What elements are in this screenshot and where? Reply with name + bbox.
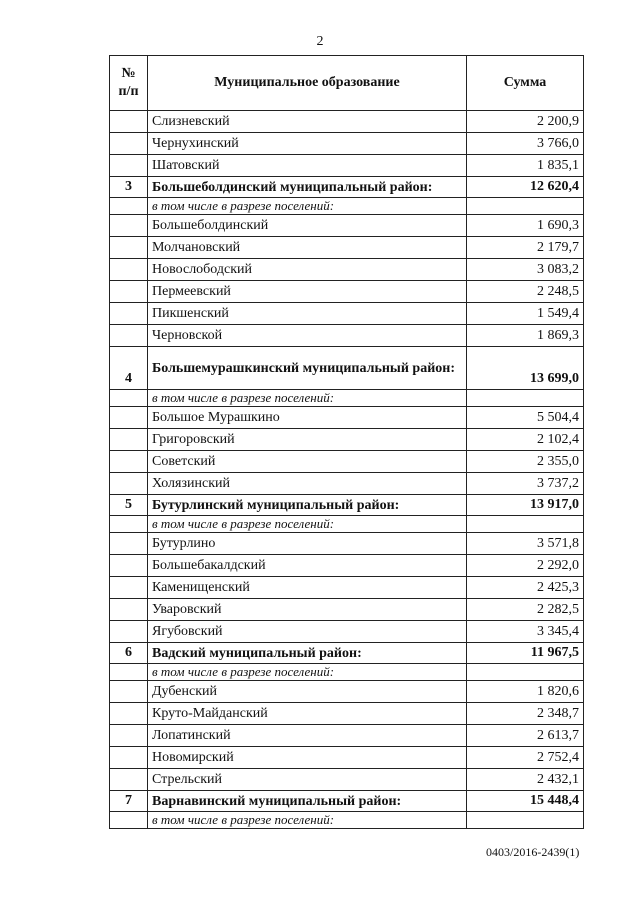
row-sum: 11 967,5 — [467, 643, 584, 664]
row-number — [110, 577, 148, 599]
row-number — [110, 599, 148, 621]
row-sum — [467, 198, 584, 215]
row-number — [110, 725, 148, 747]
table-row — [110, 599, 584, 621]
header-number: № п/п — [110, 56, 148, 111]
row-number — [110, 237, 148, 259]
row-number — [110, 155, 148, 177]
row-sum: 2 102,4 — [467, 429, 584, 451]
row-sum: 3 345,4 — [467, 621, 584, 643]
row-name: Большеболдинский муниципальный район: — [148, 177, 467, 198]
budget-table — [109, 55, 584, 829]
subheading-row — [110, 390, 584, 407]
row-sum: 1 690,3 — [467, 215, 584, 237]
row-number — [110, 133, 148, 155]
row-name: Черновской — [148, 325, 467, 347]
row-number — [110, 259, 148, 281]
row-name: в том числе в разрезе поселений: — [148, 198, 467, 215]
row-number: 3 — [110, 177, 148, 198]
district-row — [110, 791, 584, 812]
district-row — [110, 495, 584, 516]
table-row — [110, 281, 584, 303]
table-row — [110, 407, 584, 429]
row-sum: 15 448,4 — [467, 791, 584, 812]
row-name: в том числе в разрезе поселений: — [148, 390, 467, 407]
row-sum: 1 835,1 — [467, 155, 584, 177]
row-number — [110, 407, 148, 429]
row-name: Большемурашкинский муниципальный район: — [148, 347, 467, 390]
subheading-row — [110, 198, 584, 215]
subheading-row — [110, 516, 584, 533]
row-number — [110, 215, 148, 237]
row-number — [110, 325, 148, 347]
table-row — [110, 215, 584, 237]
row-sum: 12 620,4 — [467, 177, 584, 198]
row-name: Пикшенский — [148, 303, 467, 325]
table-row — [110, 325, 584, 347]
row-sum: 2 248,5 — [467, 281, 584, 303]
row-number — [110, 747, 148, 769]
row-sum: 5 504,4 — [467, 407, 584, 429]
table-row — [110, 303, 584, 325]
row-number: 5 — [110, 495, 148, 516]
row-number: 6 — [110, 643, 148, 664]
table-row — [110, 429, 584, 451]
row-name: Слизневский — [148, 111, 467, 133]
row-number: 4 — [110, 347, 148, 390]
table-row — [110, 111, 584, 133]
table-row — [110, 237, 584, 259]
subheading-row — [110, 812, 584, 829]
row-sum: 13 699,0 — [467, 347, 584, 390]
row-sum: 2 355,0 — [467, 451, 584, 473]
row-number: 7 — [110, 791, 148, 812]
row-name: Шатовский — [148, 155, 467, 177]
row-sum — [467, 516, 584, 533]
row-sum: 2 348,7 — [467, 703, 584, 725]
row-name: Варнавинский муниципальный район: — [148, 791, 467, 812]
district-row — [110, 643, 584, 664]
row-number — [110, 703, 148, 725]
row-sum: 1 869,3 — [467, 325, 584, 347]
row-name: Большеболдинский — [148, 215, 467, 237]
row-number — [110, 533, 148, 555]
row-sum: 1 820,6 — [467, 681, 584, 703]
row-sum — [467, 664, 584, 681]
table-body — [110, 111, 584, 829]
table-row — [110, 533, 584, 555]
row-number — [110, 390, 148, 407]
table-row — [110, 769, 584, 791]
table-row — [110, 621, 584, 643]
row-name: Дубенский — [148, 681, 467, 703]
row-sum: 1 549,4 — [467, 303, 584, 325]
document-code: 0403/2016-2439(1) — [486, 845, 580, 859]
row-sum: 3 766,0 — [467, 133, 584, 155]
row-name: Григоровский — [148, 429, 467, 451]
row-sum — [467, 812, 584, 829]
row-name: Пермеевский — [148, 281, 467, 303]
row-name: Уваровский — [148, 599, 467, 621]
row-name: Чернухинский — [148, 133, 467, 155]
page-number: 2 — [316, 34, 324, 49]
table-row — [110, 133, 584, 155]
row-sum: 2 282,5 — [467, 599, 584, 621]
row-number — [110, 681, 148, 703]
row-name: в том числе в разрезе поселений: — [148, 516, 467, 533]
row-name: в том числе в разрезе поселений: — [148, 664, 467, 681]
row-number — [110, 555, 148, 577]
subheading-row — [110, 664, 584, 681]
row-number — [110, 111, 148, 133]
table-row — [110, 473, 584, 495]
row-sum: 2 425,3 — [467, 577, 584, 599]
row-name: Молчановский — [148, 237, 467, 259]
row-name: Лопатинский — [148, 725, 467, 747]
row-number — [110, 516, 148, 533]
row-name: Новомирский — [148, 747, 467, 769]
row-number — [110, 429, 148, 451]
row-sum: 3 737,2 — [467, 473, 584, 495]
row-sum: 2 200,9 — [467, 111, 584, 133]
table-row — [110, 451, 584, 473]
row-sum: 2 613,7 — [467, 725, 584, 747]
row-sum: 2 292,0 — [467, 555, 584, 577]
row-number — [110, 303, 148, 325]
row-name: Каменищенский — [148, 577, 467, 599]
row-name: в том числе в разрезе поселений: — [148, 812, 467, 829]
row-name: Круто-Майданский — [148, 703, 467, 725]
row-sum: 13 917,0 — [467, 495, 584, 516]
row-name: Новослободский — [148, 259, 467, 281]
row-name: Холязинский — [148, 473, 467, 495]
row-sum: 2 752,4 — [467, 747, 584, 769]
row-number — [110, 621, 148, 643]
row-sum: 2 179,7 — [467, 237, 584, 259]
row-number — [110, 812, 148, 829]
table-row — [110, 725, 584, 747]
row-name: Большебакалдский — [148, 555, 467, 577]
table-row — [110, 747, 584, 769]
row-number — [110, 451, 148, 473]
row-number — [110, 473, 148, 495]
table-row — [110, 577, 584, 599]
row-sum: 3 083,2 — [467, 259, 584, 281]
row-name: Бутурлинский муниципальный район: — [148, 495, 467, 516]
district-row — [110, 177, 584, 198]
table-row — [110, 703, 584, 725]
row-name: Большое Мурашкино — [148, 407, 467, 429]
table-row — [110, 681, 584, 703]
row-number — [110, 664, 148, 681]
row-number — [110, 769, 148, 791]
row-number — [110, 198, 148, 215]
district-row — [110, 347, 584, 390]
row-sum: 3 571,8 — [467, 533, 584, 555]
row-name: Советский — [148, 451, 467, 473]
table-row — [110, 555, 584, 577]
table-row — [110, 259, 584, 281]
row-name: Вадский муниципальный район: — [148, 643, 467, 664]
row-name: Стрельский — [148, 769, 467, 791]
row-number — [110, 281, 148, 303]
row-name: Бутурлино — [148, 533, 467, 555]
table-header-row — [110, 56, 584, 111]
header-municipality: Муниципальное образование — [148, 56, 467, 111]
row-sum — [467, 390, 584, 407]
row-name: Ягубовский — [148, 621, 467, 643]
table-row — [110, 155, 584, 177]
header-sum: Сумма — [467, 56, 584, 111]
row-sum: 2 432,1 — [467, 769, 584, 791]
